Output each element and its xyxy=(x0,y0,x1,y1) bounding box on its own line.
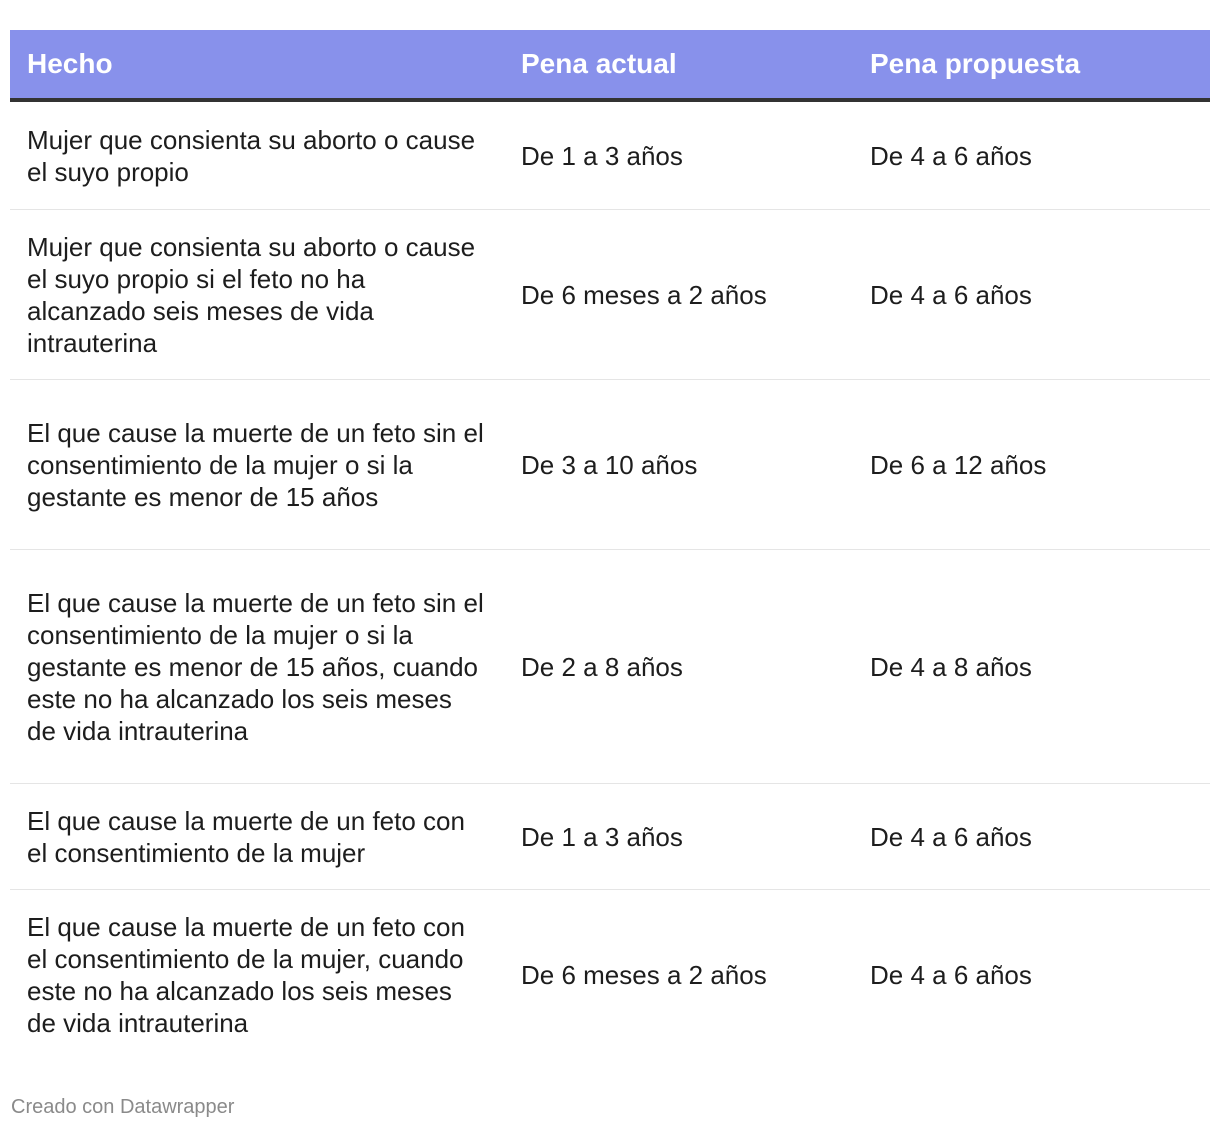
table-row xyxy=(10,784,1210,890)
column-header-pena-actual: Pena actual xyxy=(521,48,677,79)
table-row xyxy=(10,550,1210,784)
table-row xyxy=(10,380,1210,550)
cell-hecho: Mujer que consienta su aborto o cause el suyo propio xyxy=(27,124,476,187)
cell-hecho: El que cause la muerte de un feto sin el consentimiento de la mujer o si la gestante es menor de 15 años, cuando este no ha alcanzado los seis meses de vida intrauterina xyxy=(27,587,484,746)
cell-pena-propuesta: De 4 a 6 años xyxy=(870,140,1032,171)
cell-hecho: El que cause la muerte de un feto sin el consentimiento de la mujer o si la gestante es menor de 15 años xyxy=(27,417,484,512)
column-header-hecho: Hecho xyxy=(27,48,113,79)
cell-hecho: El que cause la muerte de un feto con el consentimiento de la mujer xyxy=(27,805,465,868)
comparison-table xyxy=(10,30,1210,1060)
cell-pena-propuesta: De 4 a 6 años xyxy=(870,960,1032,990)
table-row xyxy=(10,210,1210,380)
table-header xyxy=(10,30,1210,102)
cell-pena-actual: De 3 a 10 años xyxy=(521,449,698,480)
cell-pena-propuesta: De 6 a 12 años xyxy=(870,449,1047,480)
cell-pena-propuesta: De 4 a 6 años xyxy=(870,279,1032,310)
cell-hecho: Mujer que consienta su aborto o cause el suyo propio si el feto no ha alcanzado seis meses de vida intrauterina xyxy=(27,231,476,358)
cell-pena-propuesta: De 4 a 8 años xyxy=(870,651,1032,682)
datawrapper-credit: Creado con Datawrapper xyxy=(11,1096,235,1118)
cell-pena-actual: De 1 a 3 años xyxy=(521,140,683,171)
cell-pena-actual: De 2 a 8 años xyxy=(521,651,683,682)
cell-pena-actual: De 6 meses a 2 años xyxy=(521,960,767,990)
cell-pena-actual: De 1 a 3 años xyxy=(521,821,683,852)
cell-pena-actual: De 6 meses a 2 años xyxy=(521,279,767,310)
cell-hecho: El que cause la muerte de un feto con el consentimiento de la mujer, cuando este no ha alcanzado los seis meses de vida intrauterina xyxy=(27,912,465,1038)
table-row xyxy=(10,102,1210,210)
column-header-pena-propuesta: Pena propuesta xyxy=(870,48,1081,79)
table-row xyxy=(10,890,1210,1060)
cell-pena-propuesta: De 4 a 6 años xyxy=(870,821,1032,852)
